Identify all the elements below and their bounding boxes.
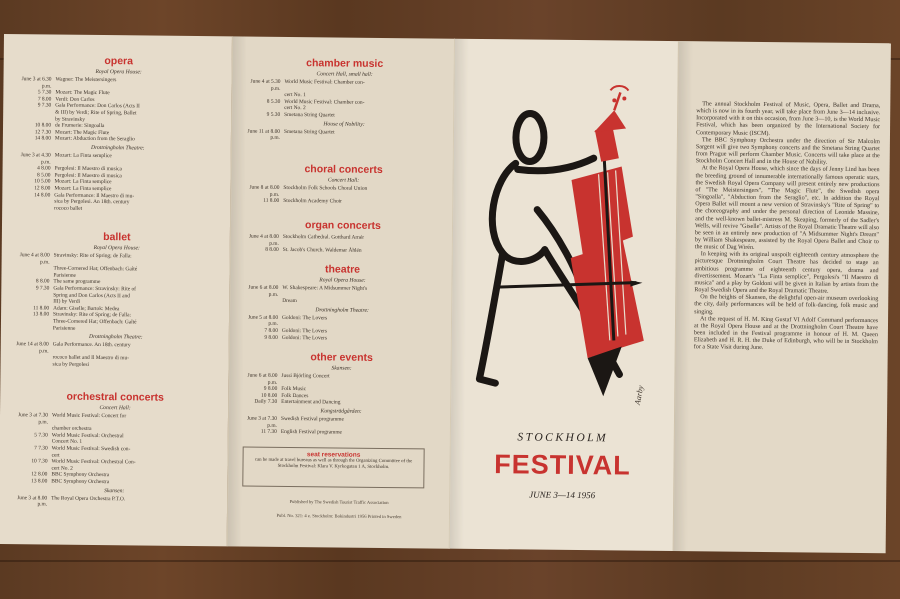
city-title: STOCKHOLM [517,431,609,445]
fold-shadow [674,41,693,551]
schedule-event: Parisienne [52,325,76,332]
schedule-event: cert [51,452,60,459]
cover-panel [449,39,679,551]
schedule-date: 4 8.00 [37,165,51,172]
schedule-list [237,415,445,437]
schedule-date: June 4 at 8.00 p.m. [19,252,50,266]
section-title: choral concerts [304,163,383,176]
schedule-event: & III) by Verdi; Rite of Spring, Ballet [55,109,137,117]
schedule-date: 11 7.30 [260,428,277,436]
festival-title: FESTIVAL [494,449,631,481]
schedule-row [240,111,448,120]
schedule-date: June 3 at 7.30 p.m. [247,415,278,429]
schedule-event: Gala Performance: Il Maestro di mu- [54,192,135,199]
schedule-event: Goldoni: The Lovers [281,327,328,335]
schedule-date: 13 8.00 [31,478,48,485]
schedule-event: Spring and Don Carlos (Acts II and [53,292,130,299]
paragraph: At the request of H. M. King Gustaf VI Adolf Command performances at the Royal Opera House and at the Drottningholm Court Theatre have been included in the Festival programme in honour of H. M. Queen Elizabeth and H. R. H. the Duke of Edinburgh, who will be in Stockholm for a State Visit during June. [693,315,879,352]
publication-number: Publ. No. 321: 4 e. Stockholm: Bokindustri 1956 Printed in Sweden [276,512,402,520]
schedule-event: rococo ballet and Il Maestro di mu- [52,354,129,362]
schedule-event: Swedish Festival programme [280,415,344,423]
schedule-date: 11 8.00 [263,197,280,205]
reservations-title: seat reservations [306,451,361,459]
schedule-event: World Music Festival: Orchestral [51,432,124,440]
panel-opera-ballet-orchestral [0,34,232,546]
schedule-row [9,325,223,334]
schedule-date: 12 8.00 [31,471,48,478]
paragraph: The BBC Symphony Orchestra under the direction of Sir Malcolm Sargent will give two Symphony concerts and the Smetana String Quartet from Prague will perform Chamber Music. Concerts will take place at the Stockholm Concert Hall and in the House of Nobility. [695,137,880,166]
schedule-event: Mozart: The Magic Flute [54,129,110,136]
schedule-date: June 4 at 8.00 p.m. [248,233,279,247]
section-title: chamber music [306,57,384,70]
schedule-event: Pergolesi: Il Maestro di musica [54,172,122,179]
schedule-event: W. Shakespeare: A Midsummer Night's [282,284,368,292]
schedule-list [7,412,222,487]
schedule-date: June 3 at 4.30 p.m. [20,152,51,166]
schedule-date: 12 8.00 [34,185,51,192]
schedule-date [10,205,54,212]
schedule-event: Verdi: Don Carlos [55,96,95,103]
theatre-section [238,262,447,342]
schedule-date: June 3 at 6.30 p.m. [21,76,52,90]
schedule-event: Gala Performance: Don Carlos (Acts II [55,102,140,110]
schedule-event: World Music Festival: Swedish con- [51,445,131,453]
schedule-date: 10 8.00 [261,392,278,399]
schedule-list [239,184,447,206]
schedule-date: 11 8.00 [33,305,50,312]
section-title: other events [310,351,373,364]
schedule-date: 8 8.00 [35,278,50,285]
schedule-event: Folk Music [281,386,307,393]
schedule-date: 9 8.00 [264,334,278,341]
schedule-date: 9 5.30 [266,111,281,118]
opera-section [10,54,226,214]
schedule-event: Dream [282,298,297,305]
venue-label: Kungsträdgården: [320,408,362,415]
schedule-list [9,252,224,333]
schedule-row [238,298,446,307]
schedule-date: June 6 at 8.00 p.m. [247,372,278,386]
schedule-date: June 14 at 8.00 p.m. [16,341,49,355]
schedule-date [9,361,53,368]
paragraph: The annual Stockholm Festival of Music, Opera, Ballet and Drama, which is now in its fourth year, will take place from June 3—14 inclusive. Incorporated with it on this occasion, from June 3—10, is the World Music Festival, which has been organized by the International Society for Contemporary Music (ISCM). [695,101,881,137]
artist-signature: Aarby [632,384,646,406]
figure-left-leg [479,253,502,383]
panel-description [673,41,891,553]
venue-label: Royal Opera House: [93,244,140,252]
schedule-event: Parisienne [53,272,76,279]
schedule-date: 10 7.30 [31,458,48,465]
schedule-date: 10 8.00 [34,122,52,129]
schedule-date: 7 8.00 [37,96,52,103]
choral-section [239,162,447,206]
schedule-event: III) by Verdi [53,298,81,305]
seat-reservations-box [242,447,424,489]
paragraph: In keeping with its original unspoilt eighteenth century atmosphere the picturesque Drottningholm Court Theatre has decided to stage an ambitious programme of eighteenth century opera, drama and divertissement. Mozart's "La Finta semplice", Pergolesi's "Il Maestro di musica" and a play by Goldoni will be given in Italian by artists from the Royal Swedish Opera and the Royal Dramatic Theatre. [694,251,879,295]
venue-label: Drottningholm Theatre: [89,334,143,341]
reservations-text: can be made at travel bureaus as well as through the Organizing Committee of the Stockholm Festival: Klara V. Kyrkogatan 1 A, Stockholm. [254,457,413,471]
schedule-event: Goldoni: The Lovers [282,314,328,322]
schedule-date: 10 5.00 [34,178,51,185]
schedule-event: Mozart: Abduction from the Seraglio [54,135,135,143]
venue-label: Skansen: [331,365,352,372]
schedule-event: Wagner: The Meistersingers [55,76,117,84]
other-events-section [237,350,446,437]
schedule-event: chamber orchestra [51,425,92,433]
schedule-list [240,128,448,143]
schedule-event: The Royal Opera Orchestra P.T.O. [51,495,126,502]
schedule-event: World Music Festival: Concert for [51,412,127,420]
figure-head [516,113,545,161]
schedule-event: Goldoni: The Lovers [281,334,327,341]
venue-label: Concert Hall: [327,177,360,184]
venue-label: House of Nobility: [323,120,365,128]
schedule-event: Concert No. 1 [51,438,83,446]
schedule-event: BBC Symphony Orchestra [51,471,110,479]
schedule-event: Gala Performance: Stravinsky: Rite of [53,285,137,293]
schedule-date: Daily 7.30 [254,399,278,406]
section-title: opera [104,55,134,68]
schedule-list [238,284,446,306]
schedule-date: June 4 at 5.30 p.m. [250,78,281,92]
schedule-date [9,325,53,332]
schedule-event: Stockholm Cathedral. Gotthard Arnér [282,233,365,241]
schedule-date: June 5 at 8.00 p.m. [248,314,279,328]
schedule-list [9,341,223,370]
schedule-event: World Music Festival: Orchestral Con- [51,458,136,466]
schedule-date: June 6 at 8.00 p.m. [248,284,279,298]
venue-label: Skansen: [104,487,125,494]
schedule-event: Smetana String Quartet [284,111,335,119]
schedule-list [240,78,448,120]
organ-section [239,218,447,255]
schedule-date: 14 8.00 [34,191,51,198]
schedule-event: Stockholm Folk Schools Choral Union [283,184,368,192]
section-title: theatre [324,263,361,276]
schedule-event: The same programme [53,278,101,286]
schedule-event: rococo ballet [54,205,83,212]
section-title: orchestral concerts [66,390,164,404]
schedule-event: cert No. 1 [284,92,306,99]
schedule-row [237,399,445,408]
schedule-date: 12 7.30 [34,129,52,136]
schedule-date: 5 7.30 [37,89,52,96]
schedule-event: Three-Cornered Hat; Offenbach: Gaîté [53,265,138,273]
schedule-date: 8 5.00 [37,172,51,179]
schedule-event: St. Jacob's Church. Waldemar Åhlén [282,247,362,254]
schedule-event: World Music Festival: Chamber con- [284,78,365,86]
schedule-event: Adam: Giselle; Bartok: Medea [53,305,120,312]
schedule-event: World Music Festival: Chamber con- [284,98,365,106]
festival-dates: JUNE 3—14 1956 [529,489,596,501]
schedule-row [7,478,221,487]
schedule-event: cert No. 2 [51,465,73,472]
schedule-date: 9 7.30 [35,285,50,292]
cello-scroll-tower [594,86,629,162]
schedule-list [238,314,446,343]
schedule-date: 5 7.30 [34,432,48,439]
section-title: ballet [103,231,131,244]
schedule-row [7,495,221,510]
schedule-row [239,247,447,256]
venue-label: Royal Opera House: [95,68,142,76]
schedule-list [239,233,447,255]
cello [569,150,646,397]
venue-label: Concert Hall: [99,405,131,412]
paragraph: On the heights of Skansen, the delightful open-air museum overlooking the city, daily performances will be held of folk-dancing, folk music and singing. [694,294,879,315]
panel-chamber-theatre-events [227,36,455,548]
venue-label: Drottningholm Theatre: [315,307,369,314]
schedule-list [7,495,221,510]
schedule-date: 9 8.00 [263,385,278,393]
schedule-date: June 3 at 8.00 p.m. [17,494,48,508]
schedule-event: sica by Pergolesi [52,361,90,368]
venue-label: Concert Hall, small hall: [316,71,373,78]
schedule-date: 9 7.30 [37,102,52,109]
publisher-line: Published by The Swedish Tourist Traffic Association [289,499,389,506]
schedule-event: Stravinsky: Rite of Spring; de Falla: [53,311,132,319]
schedule-date: 7 8.00 [264,327,278,334]
venue-label: Royal Opera House: [319,277,366,284]
schedule-event: Pergolesi: Il Maestro di musica [54,165,122,173]
venue-label: Drottningholm Theatre: [91,144,145,152]
ballet-section [9,230,224,370]
schedule-date: 8 8.00 [265,246,279,254]
schedule-date: June 11 at 8.00 p.m. [247,128,281,142]
schedule-event: Smetana String Quartet [283,128,335,136]
schedule-event: Mozart: La Finta semplice [54,185,112,193]
schedule-list [10,152,225,214]
schedule-list [11,76,226,144]
schedule-row [238,334,446,343]
schedule-event: Mozart: La Finta semplice [54,178,112,186]
schedule-event: Jussi Björling Concert [281,372,330,380]
chamber-section [240,56,449,143]
schedule-event: sica by Pergolesi. An 18th. century [54,198,130,206]
schedule-event: Mozart: La Finta semplice [54,152,112,160]
schedule-row [10,205,224,214]
schedule-date [238,298,282,305]
orchestral-section [7,390,222,510]
wood-seam [0,560,900,562]
section-title: organ concerts [305,219,381,232]
schedule-event: Folk Dances [281,392,309,399]
schedule-event: Entertainment and Dancing [281,399,341,406]
schedule-event: Mozart: The Magic Flute [55,89,110,97]
schedule-event: English Festival programme [280,429,342,436]
schedule-row [239,198,447,207]
schedule-event: Stravinsky: Rite of Spring; de Falla: [53,252,132,260]
schedule-row [11,135,225,144]
schedule-date: 13 8.00 [32,311,50,318]
festival-brochure [0,34,890,553]
schedule-event: Gala Performance. An 18th. century [52,341,131,349]
schedule-date: 14 8.00 [34,135,51,142]
schedule-event: Three-Cornered Hat; Offenbach: Gaîté [52,318,137,326]
paragraph: At the Royal Opera House, which since the days of Jenny Lind has been the breeding ground of innumerable internationally famous operatic stars, the Swedish Royal Opera Company will present entirely new productions of "The Meistersingers", "The Magic Flute", the Swedish opera "Singoalla", "Abduction from the Seraglio", etc. In addition the Royal Opera Ballet will mount a new version of Stravinsky's "Rite of Spring" to the choreography and under the personal direction of Leonide Massine, and the well-known ballet-mistress M. Skeaping, formerly of the Sadler's Wells, will revive "Giselle". Artists of the Royal Dramatic Theatre will also be seen in an entirely new production of "A Midsummer Night's Dream" by William Shakespeare, assisted by the Royal Opera Ballet and Choir to the music of Dag Wirén. [694,165,880,251]
schedule-event: de Frumerie: Singoalla [55,122,105,130]
schedule-event: Stockholm Academy Choir [283,198,342,205]
cellist-illustration [451,39,679,421]
schedule-date: 7 7.30 [34,445,48,452]
schedule-row [240,128,448,143]
schedule-list [237,372,445,407]
schedule-row [9,361,223,370]
schedule-event: cert No. 2 [284,105,306,112]
schedule-row [237,429,445,438]
description-text [694,101,881,353]
schedule-event: by Stravinsky [55,116,85,123]
schedule-date: 8 5.30 [266,98,281,105]
schedule-date: June 8 at 8.00 p.m. [249,184,280,198]
schedule-date: June 3 at 7.30 p.m. [18,412,49,426]
schedule-event: BBC Symphony Orchestra [51,478,110,486]
